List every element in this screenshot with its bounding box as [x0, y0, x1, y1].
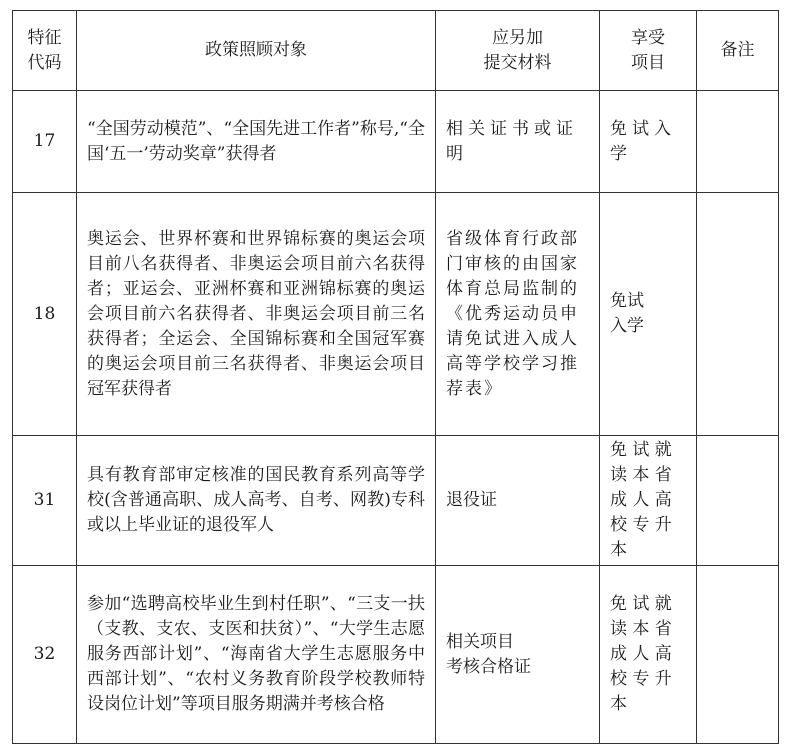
- header-target: 政策照顾对象: [77, 11, 436, 91]
- row-target: 奥运会、世界杯赛和世界锦标赛的奥运会项目前八名获得者、非奥运会项目前六名获得者；亚运会、亚洲杯赛和亚洲锦标赛的奥运会项目前六名获得者、非奥运会项目前三名获得者；全运会、全国锦标赛和全国冠军赛的奥运会项目前三名获得者、非奥运会项目冠军获得者: [77, 193, 436, 436]
- row-code: 32: [13, 566, 77, 744]
- table-row: [13, 193, 779, 436]
- table-row: [13, 566, 779, 744]
- row-benefit: 免 试 就 读 本 省 成 人 高 校 专 升 本: [600, 566, 697, 744]
- row-note: [697, 566, 779, 744]
- table-row: [13, 91, 779, 193]
- row-code: 18: [13, 193, 77, 436]
- row-materials: 相关项目 考核合格证: [436, 566, 600, 744]
- policy-table: [12, 10, 779, 744]
- row-target: 具有教育部审定核准的国民教育系列高等学校(含普通高职、成人高考、自考、网教)专科或以上毕业证的退役军人: [77, 436, 436, 566]
- row-target: “全国劳动模范”、“全国先进工作者”称号,“全国‘五一’劳动奖章”获得者: [77, 91, 436, 193]
- row-code: 31: [13, 436, 77, 566]
- header-row: [13, 11, 779, 91]
- row-code: 17: [13, 91, 77, 193]
- row-materials: 退役证: [436, 436, 600, 566]
- header-benefit: 享受 项目: [600, 11, 697, 91]
- table-row: [13, 436, 779, 566]
- row-materials: 相关证书或证明: [436, 91, 600, 193]
- header-note: 备注: [697, 11, 779, 91]
- header-code: 特征 代码: [13, 11, 77, 91]
- row-note: [697, 193, 779, 436]
- row-note: [697, 91, 779, 193]
- row-note: [697, 436, 779, 566]
- row-benefit: 免试 入学: [600, 193, 697, 436]
- row-materials: 省级体育行政部门审核的由国家体育总局监制的《优秀运动员申请免试进入成人高等学校学习推荐表》: [436, 193, 600, 436]
- header-materials: 应另加 提交材料: [436, 11, 600, 91]
- row-benefit: 免试入学: [600, 91, 697, 193]
- row-target: 参加“选聘高校毕业生到村任职”、“三支一扶（支教、支农、支医和扶贫）”、“大学生志愿服务西部计划”、“海南省大学生志愿服务中西部计划”、“农村义务教育阶段学校教师特设岗位计划”等项目服务期满并考核合格: [77, 566, 436, 744]
- row-benefit: 免 试 就 读 本 省 成 人 高 校 专 升 本: [600, 436, 697, 566]
